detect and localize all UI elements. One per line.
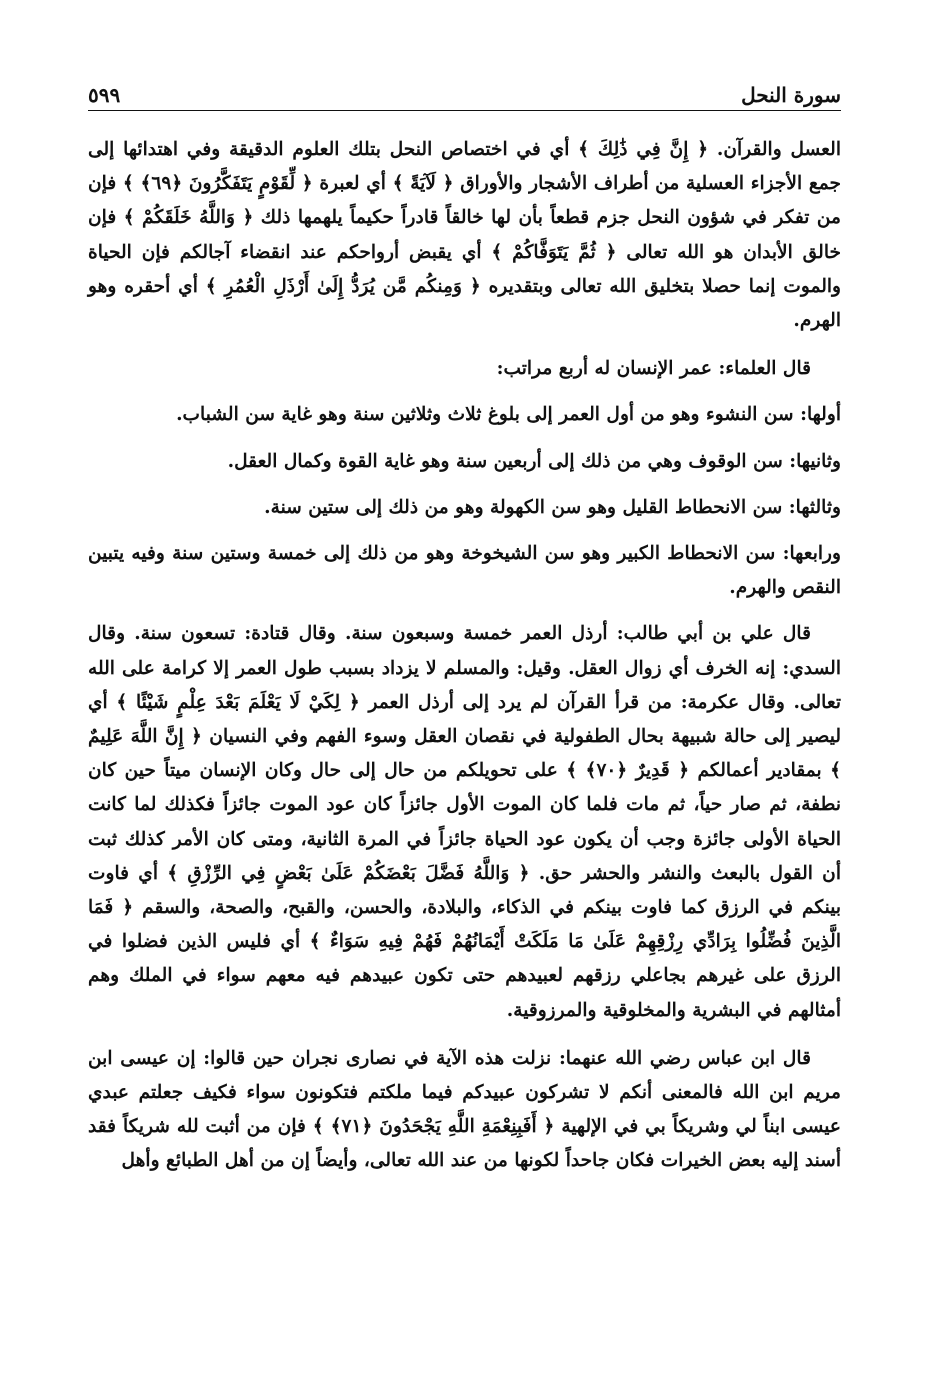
paragraph-text: سن الانحطاط الكبير وهو سن الشيخوخة وهو من ذلك إلى خمسة وستين سنة وفيه يتبين النقص والهرم. xyxy=(88,543,841,599)
paragraph-scholars xyxy=(88,352,841,386)
paragraph-text: قال علي بن أبي طالب: أرذل العمر خمسة وسبعون سنة. وقال قتادة: تسعون سنة. وقال السدي: إنه الخرف أي زوال العقل. وقيل: والمسلم لا يزداد بسبب طول العمر إلا كرامة على الله تعالى. وقال عكرمة: من قرأ القرآن لم يرد إلى أرذل العمر ﴿ لِكَيْ لَا يَعْلَمَ بَعْدَ عِلْمٍ شَيْئًا ﴾ أي ليصير إلى حالة شبيهة بحال الطفولية في نقصان العقل وسوء الفهم وفي النسيان ﴿ إِنَّ اللَّهَ عَلِيمٌ ﴾ بمقادير أعمالكم ﴿ قَدِيرٌ ﴿٧٠﴾ ﴾ على تحويلكم من حال إلى حال وكان الإنسان ميتاً حين كان نطفة، ثم صار حياً، ثم مات فلما كان الموت الأول جائزاً كان عود الموت جائزاً فكذلك لما كانت الحياة الأولى جائزة وجب أن يكون عود الحياة جائزاً في المرة الثانية، ومتى كان الأمر كذلك ثبت أن القول بالبعث والنشر والحشر حق. ﴿ وَاللَّهُ فَضَّلَ بَعْضَكُمْ عَلَىٰ بَعْضٍ فِي الرِّزْقِ ﴾ أي فاوت بينكم في الرزق كما فاوت بينكم في الذكاء، والبلادة، والحسن، والقبح، والصحة، والسقم ﴿ فَمَا الَّذِينَ فُضِّلُوا بِرَادِّي رِزْقِهِمْ عَلَىٰ مَا مَلَكَتْ أَيْمَانُهُمْ فَهُمْ فِيهِ سَوَاءٌ ﴾ أي فليس الذين فضلوا في الرزق على غيرهم بجاعلي رزقهم لعبيدهم حتى تكون عبيدهم فيه معهم سواء في الملك وهم أمثالهم في البشرية والمخلوقية والمرزوقية. xyxy=(88,623,841,1021)
paragraph-stage-2 xyxy=(88,445,841,479)
paragraph-ibn-abbas xyxy=(88,1042,841,1179)
paragraph-text: سن النشوء وهو من أول العمر إلى بلوغ ثلاث وثلاثين سنة وهو غاية سن الشباب. xyxy=(176,404,801,426)
stage-label: ورابعها: xyxy=(782,543,841,565)
paragraph-text: سن الوقوف وهي من ذلك إلى أربعين سنة وهو غاية القوة وكمال العقل. xyxy=(227,450,790,472)
page-header xyxy=(88,70,841,111)
paragraph-stage-1 xyxy=(88,398,841,432)
paragraph-text: سن الانحطاط القليل وهو سن الكهولة وهو من ذلك إلى ستين سنة. xyxy=(264,496,789,518)
stage-label: وثالثها: xyxy=(788,496,841,518)
paragraph-text: العسل والقرآن. ﴿ إِنَّ فِي ذَٰلِكَ ﴾ أي في اختصاص النحل بتلك العلوم الدقيقة وفي اهتدائها إلى جمع الأجزاء العسلية من أطراف الأشجار والأوراق ﴿ لَآيَةً ﴾ أي لعبرة ﴿ لِّقَوْمٍ يَتَفَكَّرُونَ ﴿٦٩﴾ ﴾ فإن من تفكر في شؤون النحل جزم قطعاً بأن لها خالقاً قادراً حكيماً يلهمها ذلك ﴿ وَاللَّهُ خَلَقَكُمْ ﴾ فإن خالق الأبدان هو الله تعالى ﴿ ثُمَّ يَتَوَفَّاكُمْ ﴾ أي يقبض أرواحكم عند انقضاء آجالكم فإن الحياة والموت إنما حصلا بتخليق الله تعالى وبتقديره ﴿ وَمِنكُم مَّن يُرَدُّ إِلَىٰ أَرْذَلِ الْعُمُرِ ﴾ أي أحقره وهو الهرم. xyxy=(88,139,841,332)
paragraph-ali xyxy=(88,617,841,1027)
paragraph-text: قال ابن عباس رضي الله عنهما: نزلت هذه الآية في نصارى نجران حين قالوا: إن عيسى ابن مريم ابن الله فالمعنى أنكم لا تشركون عبيدكم فيما ملكتم فتكونون سواء فكيف جعلتم عبدي عيسى ابناً لي وشريكاً بي في الإلهية ﴿ أَفَبِنِعْمَةِ اللَّهِ يَجْحَدُونَ ﴿٧١﴾ ﴾ فإن من أثبت لله شريكاً فقد أسند إليه بعض الخيرات فكان جاحداً لكونها من عند الله تعالى، وأيضاً إن من أهل الطبائع وأهل xyxy=(88,1047,841,1172)
paragraph-text: قال العلماء: عمر الإنسان له أربع مراتب: xyxy=(496,358,811,380)
paragraph-stage-3 xyxy=(88,491,841,525)
paragraph-stage-4 xyxy=(88,537,841,605)
surah-title: سورة النحل xyxy=(741,83,841,107)
paragraph-honey xyxy=(88,133,841,338)
stage-label: وثانيها: xyxy=(789,450,841,472)
stage-label: أولها: xyxy=(800,404,841,426)
page-number: ٥٩٩ xyxy=(88,83,121,107)
